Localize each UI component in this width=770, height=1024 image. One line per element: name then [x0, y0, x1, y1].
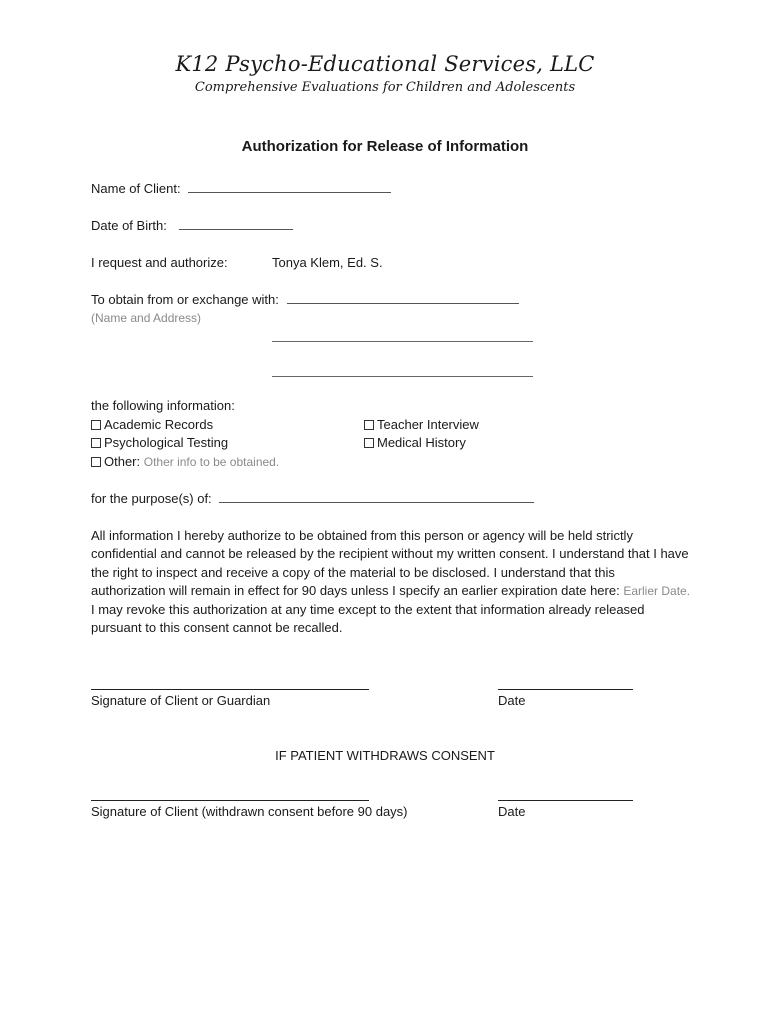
purpose-field[interactable] — [219, 492, 534, 503]
medical-history-label: Medical History — [377, 435, 466, 450]
psychological-testing-checkbox[interactable] — [91, 438, 101, 448]
client-name-field[interactable] — [188, 182, 391, 193]
earlier-date-field[interactable]: Earlier Date. — [623, 584, 691, 599]
other-label: Other: — [104, 454, 141, 469]
withdrawn-signature-line[interactable] — [91, 800, 369, 801]
exchange-hint: (Name and Address) — [91, 311, 202, 325]
option-psychological-testing[interactable] — [91, 434, 228, 452]
company-tagline: Comprehensive Evaluations for Children and Adolescents — [194, 80, 576, 95]
other-info-field[interactable]: Other info to be obtained. — [143, 455, 280, 469]
medical-history-checkbox[interactable] — [364, 438, 374, 448]
client-signature-line[interactable] — [91, 689, 369, 690]
withdrawn-date-label: Date — [498, 804, 526, 819]
consent-text-part2: I may revoke this authorization at any time except to the extent that information already released pursuant to this consent cannot be recalled. — [91, 601, 645, 636]
client-signature-label: Signature of Client or Guardian — [91, 693, 271, 708]
academic-records-checkbox[interactable] — [91, 420, 101, 430]
consent-paragraph — [91, 527, 691, 637]
consent-text-part1: All information I hereby authorize to be obtained from this person or agency will be held strictly confidential and cannot be released by the recipient without my written consent. I understand that I have the right to inspect and receive a copy of the material to be disclosed. I understand that this authorization will remain in effect for 90 days unless I specify an earlier expiration date here: — [91, 528, 689, 599]
option-medical-history[interactable] — [364, 434, 466, 452]
teacher-interview-checkbox[interactable] — [364, 420, 374, 430]
company-name: K12 Psycho-Educational Services, LLC — [175, 52, 595, 76]
dob-label: Date of Birth: — [91, 218, 167, 233]
teacher-interview-label: Teacher Interview — [377, 417, 479, 432]
withdraw-consent-heading: IF PATIENT WITHDRAWS CONSENT — [275, 748, 495, 763]
withdrawn-signature-label: Signature of Client (withdrawn consent before 90 days) — [91, 804, 408, 819]
address-line-2[interactable] — [272, 376, 533, 377]
option-teacher-interview[interactable] — [364, 416, 479, 434]
client-date-label: Date — [498, 693, 526, 708]
request-value: Tonya Klem, Ed. S. — [272, 255, 383, 270]
dob-field[interactable] — [179, 219, 293, 230]
option-other[interactable] — [91, 453, 279, 471]
address-line-1[interactable] — [272, 341, 533, 342]
request-label: I request and authorize: — [91, 255, 228, 270]
info-label: the following information: — [91, 398, 235, 413]
exchange-field[interactable] — [287, 293, 519, 304]
other-checkbox[interactable] — [91, 457, 101, 467]
academic-records-label: Academic Records — [104, 417, 214, 432]
exchange-label: To obtain from or exchange with: — [91, 292, 279, 307]
option-academic-records[interactable] — [91, 416, 213, 434]
client-date-line[interactable] — [498, 689, 633, 690]
client-name-label: Name of Client: — [91, 181, 181, 196]
dob-row — [91, 217, 293, 235]
psychological-testing-label: Psychological Testing — [104, 435, 229, 450]
purpose-label: for the purpose(s) of: — [91, 491, 212, 506]
withdrawn-date-line[interactable] — [498, 800, 633, 801]
exchange-row — [91, 291, 519, 309]
purpose-row — [91, 490, 534, 508]
client-name-row — [91, 180, 391, 198]
document-title: Authorization for Release of Information — [241, 138, 529, 155]
